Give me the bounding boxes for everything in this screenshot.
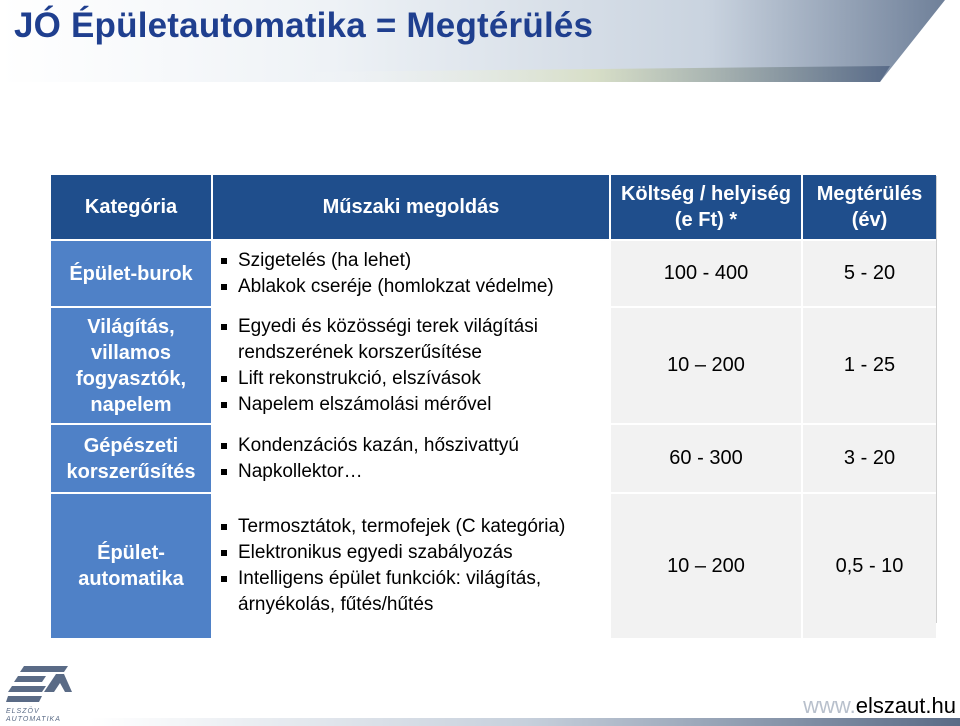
logo-line1: ELSZÖV	[6, 708, 40, 715]
table-row	[51, 240, 936, 307]
list-item: Napelem elszámolási mérővel	[221, 392, 603, 418]
category-cell: Épület-burok	[51, 240, 212, 307]
header-payback: Megtérülés (év)	[802, 175, 936, 240]
footer-bar	[90, 718, 960, 726]
header-category: Kategória	[51, 175, 212, 240]
payback-table	[51, 175, 936, 622]
title-rest: = Megtérülés	[365, 6, 594, 45]
ea-logo-icon	[6, 664, 86, 708]
title-band	[0, 0, 960, 82]
table-header-row	[51, 175, 936, 240]
logo-line2: AUTOMATIKA	[6, 716, 61, 723]
solution-cell	[212, 493, 610, 638]
header-cost: Költség / helyiség (e Ft) *	[610, 175, 802, 240]
solution-cell	[212, 307, 610, 424]
list-item: Lift rekonstrukció, elszívások	[221, 366, 603, 392]
solution-list	[221, 314, 603, 418]
list-item: Egyedi és közösségi terek világítási rendszerének korszerűsítése	[221, 314, 603, 366]
solution-list	[221, 248, 603, 300]
payback-cell: 5 - 20	[802, 240, 936, 307]
payback-cell: 3 - 20	[802, 424, 936, 493]
category-cell: Gépészeti korszerűsítés	[51, 424, 212, 493]
cost-cell: 60 - 300	[610, 424, 802, 493]
header-solution: Műszaki megoldás	[212, 175, 610, 240]
list-item: Ablakok cseréje (homlokzat védelme)	[221, 274, 603, 300]
footer-url[interactable]	[803, 693, 956, 719]
list-item: Kondenzációs kazán, hőszivattyú	[221, 433, 603, 459]
category-cell: Épület-automatika	[51, 493, 212, 638]
slide-title	[14, 6, 593, 46]
list-item: Intelligens épület funkciók: világítás, árnyékolás, fűtés/hűtés	[221, 566, 603, 618]
solution-cell	[212, 424, 610, 493]
payback-cell: 0,5 - 10	[802, 493, 936, 638]
table-row	[51, 307, 936, 424]
list-item: Elektronikus egyedi szabályozás	[221, 540, 603, 566]
logo-text	[6, 708, 86, 724]
url-domain: elszaut.hu	[855, 693, 956, 718]
table-row	[51, 493, 936, 638]
title-main: JÓ Épületautomatika	[14, 6, 366, 45]
list-item: Termosztátok, termofejek (C kategória)	[221, 514, 603, 540]
cost-cell: 10 – 200	[610, 307, 802, 424]
url-prefix: www.	[803, 693, 856, 718]
payback-cell: 1 - 25	[802, 307, 936, 424]
category-cell: Világítás, villamos fogyasztók, napelem	[51, 307, 212, 424]
table-row	[51, 424, 936, 493]
list-item: Napkollektor…	[221, 459, 603, 485]
cost-cell: 100 - 400	[610, 240, 802, 307]
list-item: Szigetelés (ha lehet)	[221, 248, 603, 274]
solution-list	[221, 433, 603, 485]
solution-list	[221, 514, 603, 618]
solution-cell	[212, 240, 610, 307]
cost-cell: 10 – 200	[610, 493, 802, 638]
